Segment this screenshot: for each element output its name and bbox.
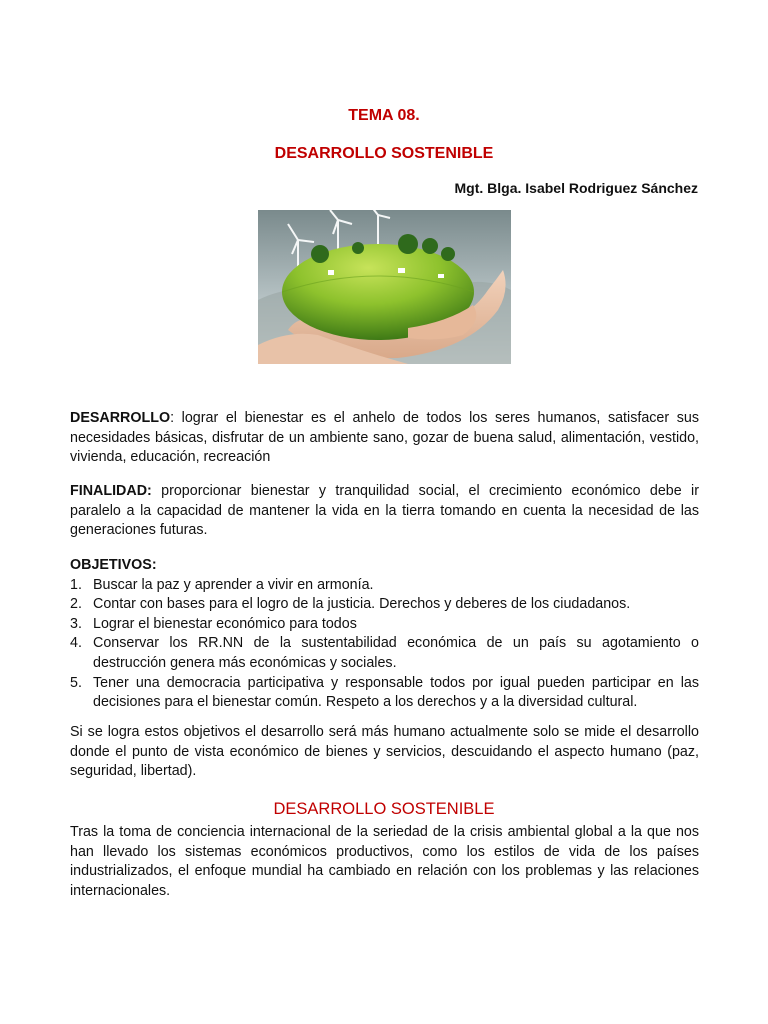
list-number: 1. — [70, 576, 82, 593]
objetivos-list — [70, 576, 699, 713]
list-number: 3. — [70, 615, 82, 632]
list-item-text: Conservar los RR.NN de la sustentabilidad económica de un país su agotamiento o destrucción genera más económicas y sociales. — [93, 635, 699, 671]
list-item — [70, 576, 699, 596]
desarrollo-label: DESARROLLO — [70, 410, 171, 426]
finalidad-paragraph — [70, 482, 699, 541]
objetivos-label: OBJETIVOS: — [70, 557, 157, 573]
conclusion-text: Si se logra estos objetivos el desarrollo será más humano actualmente solo se mide el desarrollo donde el punto de vista económico de bienes y servicios, descuidando el aspecto humano (paz, seguridad, libertad). — [70, 724, 699, 780]
list-item-text: Lograr el bienestar económico para todos — [93, 615, 357, 632]
desarrollo-text: : lograr el bienestar es el anhelo de todos los seres humanos, satisfacer sus necesidades básicas, disfrutar de un ambiente sano, gozar de buena salud, alimentación, vestido, vivienda, educación, recreación — [70, 410, 699, 466]
conclusion-paragraph — [70, 723, 699, 782]
list-item-text: Buscar la paz y aprender a vivir en armonía. — [93, 576, 374, 593]
topic-number: TEMA 08. — [348, 107, 420, 124]
list-item — [70, 595, 699, 615]
list-number: 4. — [70, 635, 82, 652]
desarrollo-paragraph — [70, 409, 699, 468]
list-item — [70, 674, 699, 713]
document-title: DESARROLLO SOSTENIBLE — [274, 145, 494, 162]
globe-in-hand-image — [258, 210, 511, 364]
list-item-text: Contar con bases para el logro de la justicia. Derechos y deberes de los ciudadanos. — [93, 596, 631, 613]
list-item — [70, 615, 699, 635]
finalidad-label: FINALIDAD: — [70, 483, 152, 499]
section2-paragraph — [70, 823, 699, 901]
list-number: 5. — [70, 674, 82, 691]
list-number: 2. — [70, 596, 82, 613]
objetivos-section — [70, 556, 699, 713]
finalidad-text: proporcionar bienestar y tranquilidad social, el crecimiento económico debe ir paralelo a la capacidad de mantener la vida en la tierra tomando en cuenta la necesidad de las generaciones futuras. — [70, 483, 699, 539]
section-heading: DESARROLLO SOSTENIBLE — [273, 800, 495, 818]
list-item — [70, 634, 699, 673]
list-item-text: Tener una democracia participativa y responsable todos por igual pueden participar en las decisiones para el bienestar común. Respeto a los derechos y a la diversidad cultural. — [93, 674, 699, 711]
section2-text: Tras la toma de conciencia internacional de la seriedad de la crisis ambiental global a la que nos han llevado los sistemas económicos productivos, como los estilos de vida de los países industrializados, el enfoque mundial ha cambiado en relación con los problemas y las relaciones internacionales. — [70, 824, 699, 899]
author-name: Mgt. Blga. Isabel Rodriguez Sánchez — [454, 180, 698, 196]
